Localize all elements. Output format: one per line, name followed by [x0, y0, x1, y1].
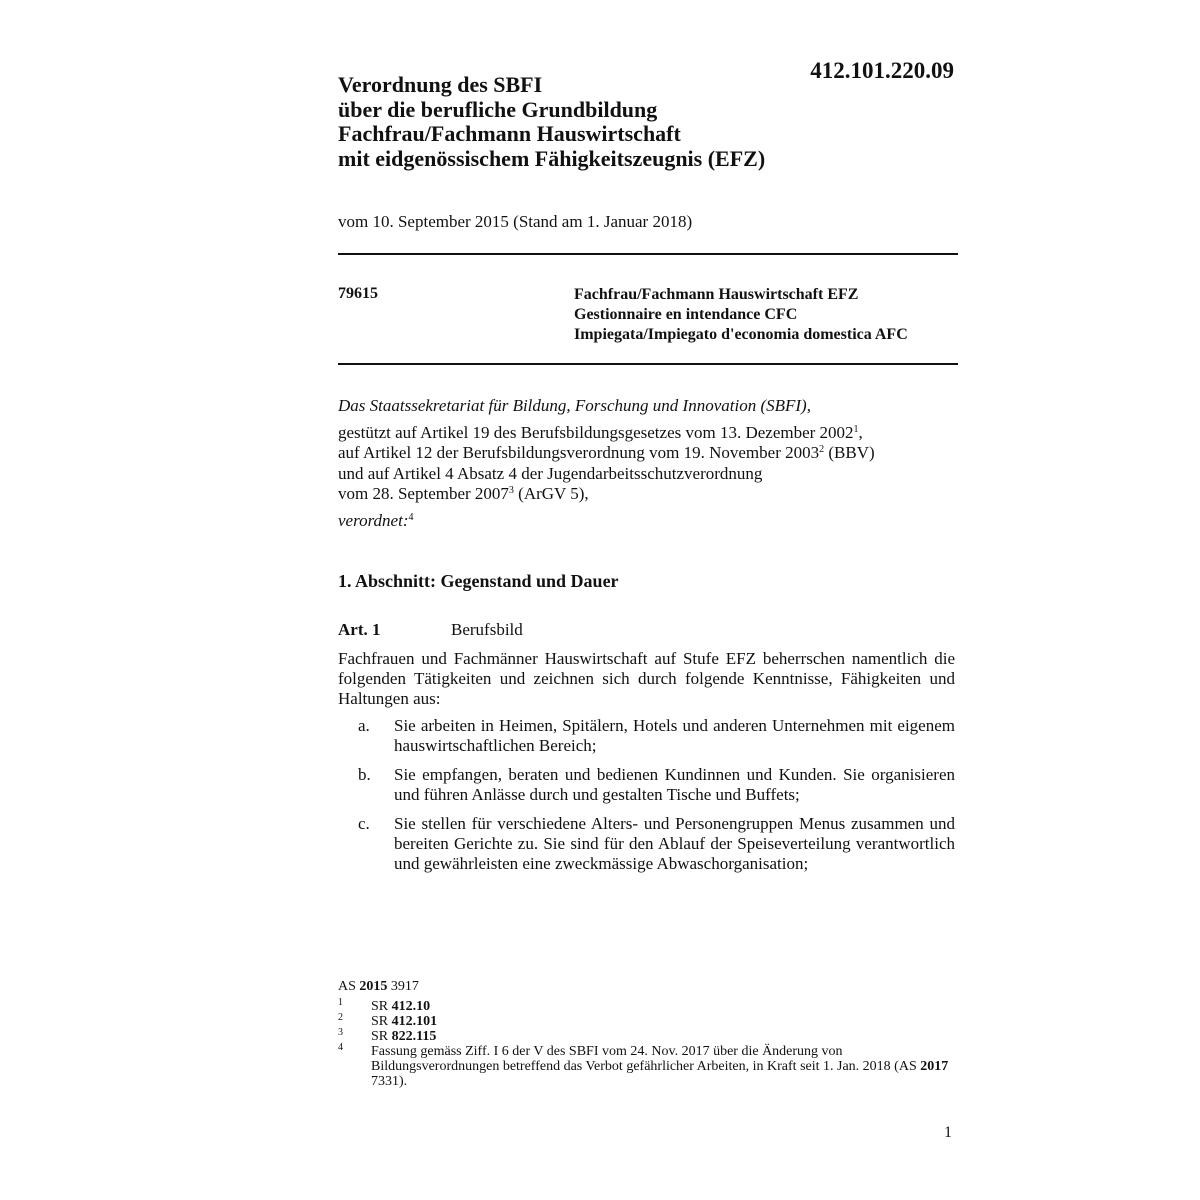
- preamble-decrees: [338, 511, 958, 532]
- as-year: 2015: [359, 979, 388, 994]
- preamble-text: (BBV): [824, 443, 875, 462]
- page-number: 1: [944, 1124, 952, 1141]
- profession-code: 79615: [338, 285, 378, 302]
- title-line: Fachfrau/Fachmann Hauswirtschaft: [338, 121, 681, 146]
- footnote-ref[interactable]: 4: [408, 511, 414, 523]
- document-title: [338, 73, 765, 171]
- preamble-text: vom 28. September 2007: [338, 484, 509, 503]
- footnote-ref[interactable]: 1: [853, 423, 859, 435]
- footnote-as: [338, 979, 958, 994]
- as-page: 3917: [387, 979, 419, 994]
- as-prefix: AS: [338, 979, 360, 994]
- footnote-number: 2: [338, 1012, 343, 1023]
- profession-name-fr: Gestionnaire en intendance CFC: [574, 306, 798, 323]
- title-line: Verordnung des SBFI: [338, 72, 543, 97]
- footnote-prefix: SR: [371, 1029, 392, 1044]
- title-line: mit eidgenössischem Fähigkeitszeugnis (EFZ): [338, 145, 766, 171]
- section-heading: 1. Abschnitt: Gegenstand und Dauer: [338, 571, 619, 591]
- footnote-sr[interactable]: 412.101: [391, 1014, 438, 1029]
- profession-name-de: Fachfrau/Fachmann Hauswirtschaft EFZ: [574, 286, 859, 303]
- decrees-text: verordnet:: [338, 510, 409, 530]
- footnotes: [338, 979, 958, 1089]
- preamble-line: [338, 423, 958, 444]
- preamble-line: [338, 484, 958, 505]
- article-heading: [338, 620, 523, 640]
- document-date: vom 10. September 2015 (Stand am 1. Januar 2018): [338, 212, 693, 231]
- divider-top: [338, 253, 958, 255]
- footnote-ref[interactable]: 3: [508, 485, 514, 496]
- list-item-text: Sie stellen für verschiedene Alters- und Personengruppen Menus zusammen und bereiten Gerichte zu. Sie sind für den Ablauf der Speiseverteilung verantwortlich und gewährleisten eine zweckmässige Abwaschorganisation;: [394, 814, 955, 873]
- footnote-number: 1: [338, 997, 343, 1008]
- preamble-text: ,: [858, 422, 863, 442]
- list-item: [338, 765, 955, 805]
- article-intro: Fachfrauen und Fachmänner Hauswirtschaft auf Stufe EFZ beherrschen namentlich die folgenden Tätigkeiten und zeichnen sich durch folgende Kenntnisse, Fähigkeiten und Haltungen aus:: [338, 649, 955, 708]
- list-item-letter: b.: [358, 765, 371, 784]
- footnote: [338, 1044, 958, 1089]
- footnote-prefix: SR: [371, 999, 392, 1014]
- footnote-sr[interactable]: 412.10: [391, 999, 431, 1014]
- list-item: [338, 716, 955, 756]
- footnote-number: 4: [338, 1042, 343, 1053]
- list-item-letter: c.: [358, 814, 370, 833]
- preamble-text: auf Artikel 12 der Berufsbildungsverordnung vom 19. November 2003: [338, 443, 820, 462]
- footnote-number: 3: [338, 1027, 343, 1038]
- footnote-text: Fassung gemäss Ziff. I 6 der V des SBFI vom 24. Nov. 2017 über die Änderung von Bildungsverordnungen betreffend das Verbot gefährlicher Arbeiten, in Kraft seit 1. Jan. 2018 (AS: [371, 1044, 921, 1074]
- footnote: [338, 1029, 958, 1044]
- preamble: [338, 396, 958, 531]
- preamble-text: (ArGV 5),: [513, 484, 589, 503]
- sr-number: 412.101.220.09: [810, 58, 954, 83]
- footnote: [338, 999, 958, 1014]
- list-item: [338, 814, 955, 874]
- preamble-line: [338, 443, 958, 464]
- list-item-text: Sie empfangen, beraten und bedienen Kundinnen und Kunden. Sie organisieren und führen Anlässe durch und gestalten Tische und Buffets;: [394, 765, 955, 804]
- footnote-sr[interactable]: 822.115: [391, 1029, 437, 1044]
- preamble-issuer: Das Staatssekretariat für Bildung, Forschung und Innovation (SBFI),: [338, 396, 811, 415]
- article-number: Art. 1: [338, 620, 381, 639]
- list-item-letter: a.: [358, 716, 370, 735]
- list-item-text: Sie arbeiten in Heimen, Spitälern, Hotels und anderen Unternehmen mit eigenem hauswirtschaftlichen Bereich;: [394, 716, 955, 755]
- profession-name-it: Impiegata/Impiegato d'economia domestica AFC: [574, 326, 908, 343]
- footnote-ref[interactable]: 2: [819, 444, 825, 455]
- preamble-line: und auf Artikel 4 Absatz 4 der Jugendarbeitsschutzverordnung: [338, 463, 763, 483]
- divider-bottom: [338, 363, 958, 365]
- profession-names: [574, 285, 908, 345]
- footnote: [338, 1014, 958, 1029]
- article-list: [338, 716, 955, 883]
- preamble-text: gestützt auf Artikel 19 des Berufsbildungsgesetzes vom 13. Dezember 2002: [338, 422, 854, 442]
- title-line: über die berufliche Grundbildung: [338, 96, 658, 122]
- article-title: Berufsbild: [451, 620, 523, 639]
- footnote-text-end: 7331).: [371, 1074, 408, 1089]
- footnote-as-year[interactable]: 2017: [920, 1059, 949, 1074]
- footnote-prefix: SR: [371, 1014, 392, 1029]
